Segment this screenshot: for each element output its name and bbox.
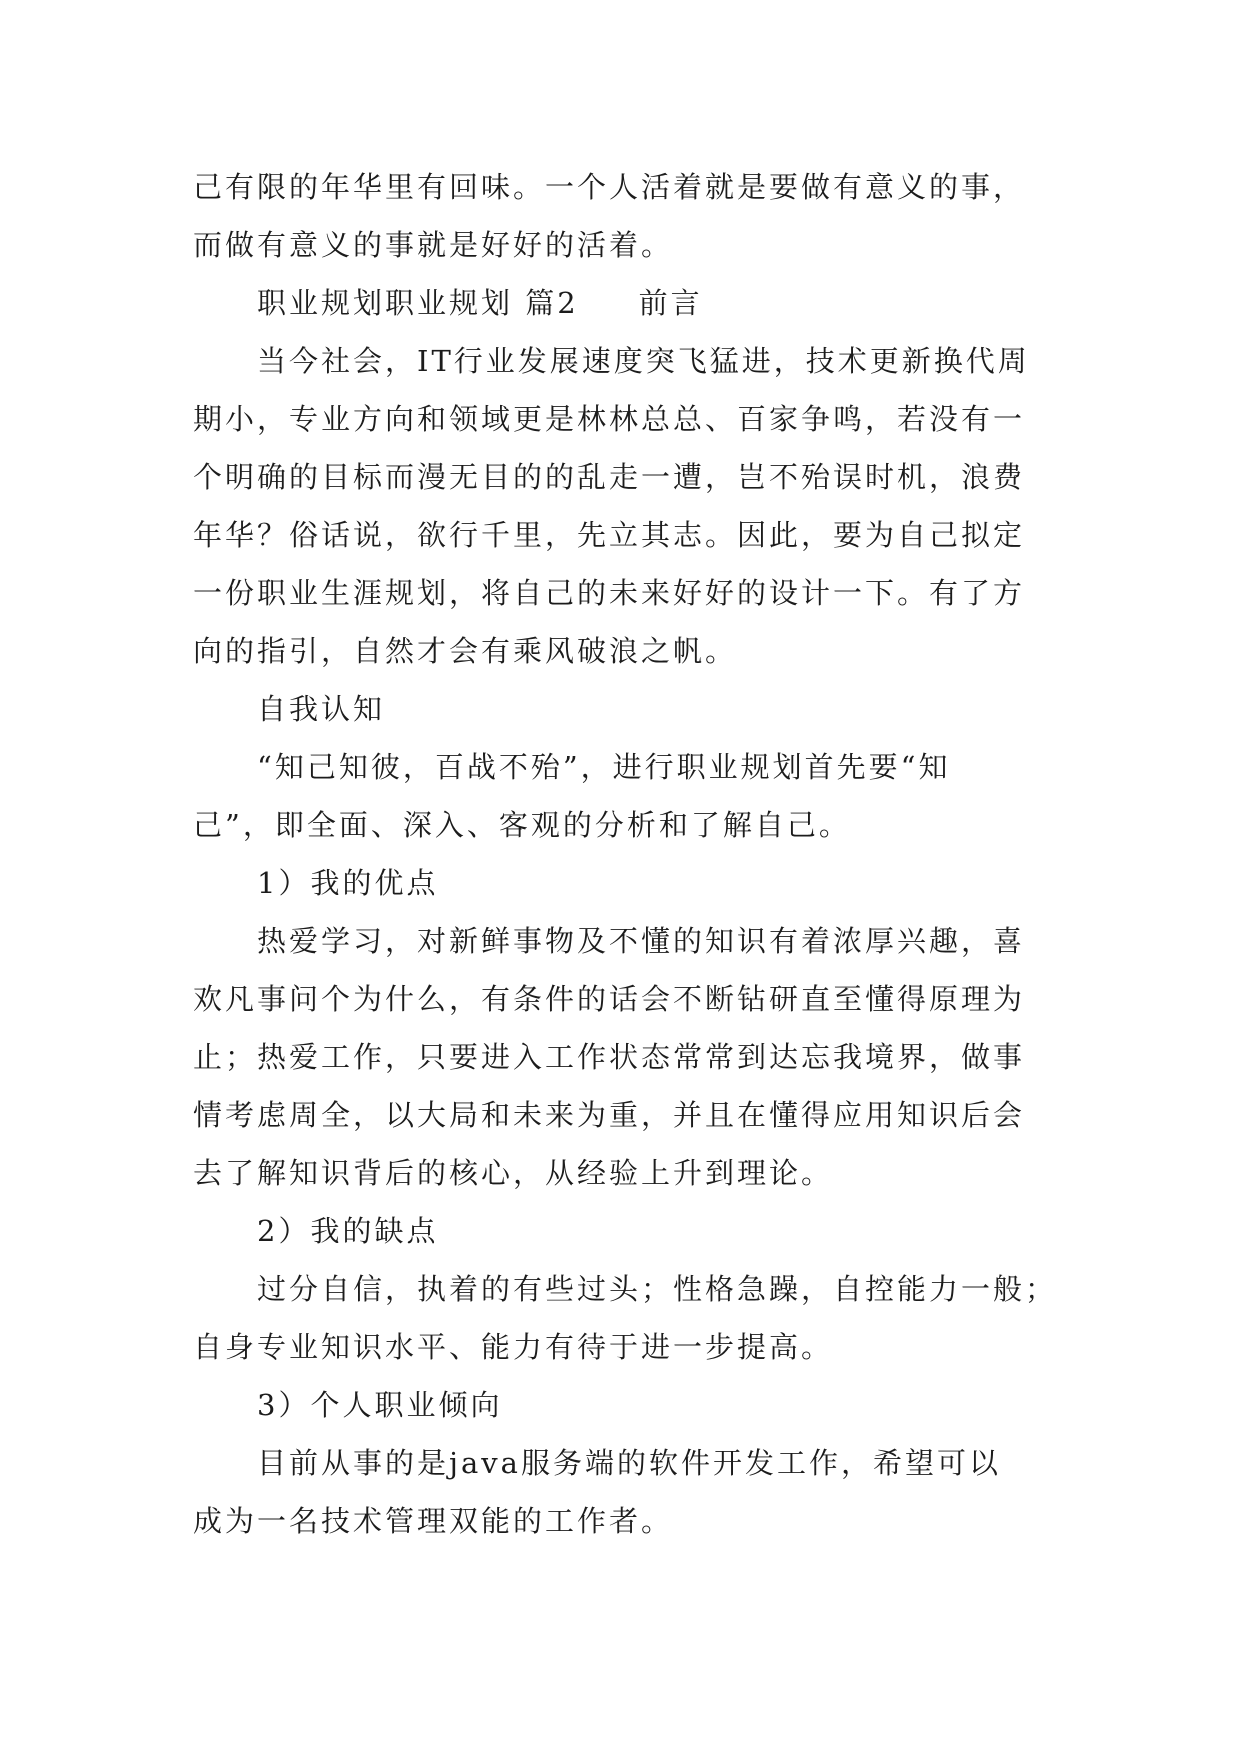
text-line: 热爱学习，对新鲜事物及不懂的知识有着浓厚兴趣，喜: [257, 924, 1026, 958]
text-line: 自身专业知识水平、能力有待于进一步提高。: [193, 1330, 834, 1364]
text-line: 目前从事的是java服务端的软件开发工作，希望可以: [257, 1446, 1001, 1480]
document-body: [193, 158, 1058, 1550]
subsection-title: 自我认知: [257, 692, 386, 726]
text-line: 过分自信，执着的有些过头；性格急躁，自控能力一般；: [257, 1272, 1058, 1306]
text-line: 去了解知识背后的核心，从经验上升到理论。: [193, 1156, 834, 1190]
text-line: 成为一名技术管理双能的工作者。: [193, 1504, 674, 1538]
section-title: 职业规划职业规划 篇2: [257, 286, 579, 320]
list-heading: 2）我的缺点: [257, 1214, 439, 1248]
text-line: 期小，专业方向和领域更是林林总总、百家争鸣，若没有一: [193, 402, 1026, 436]
text-line: 个明确的目标而漫无目的的乱走一遭，岂不殆误时机，浪费: [193, 460, 1026, 494]
text-line: 年华？俗话说，欲行千里，先立其志。因此，要为自己拟定: [193, 518, 1026, 552]
list-heading: 3）个人职业倾向: [257, 1388, 503, 1422]
subsection-title: 前言: [638, 286, 703, 320]
text-line: 当今社会，IT行业发展速度突飞猛进，技术更新换代周: [257, 344, 1030, 378]
text-line: 止；热爱工作，只要进入工作状态常常到达忘我境界，做事: [193, 1040, 1026, 1074]
text-line: 己有限的年华里有回味。一个人活着就是要做有意义的事，: [193, 170, 1026, 204]
text-line: “知己知彼，百战不殆”，进行职业规划首先要“知: [257, 750, 951, 784]
text-line: 己”，即全面、深入、客观的分析和了解自己。: [193, 808, 851, 842]
text-line: 一份职业生涯规划，将自己的未来好好的设计一下。有了方: [193, 576, 1026, 610]
text-line: 而做有意义的事就是好好的活着。: [193, 228, 674, 262]
text-line: 欢凡事问个为什么，有条件的话会不断钻研直至懂得原理为: [193, 982, 1026, 1016]
text-line: 向的指引，自然才会有乘风破浪之帆。: [193, 634, 738, 668]
list-heading: 1）我的优点: [257, 866, 439, 900]
text-line: 情考虑周全，以大局和未来为重，并且在懂得应用知识后会: [193, 1098, 1026, 1132]
section-heading-line: [193, 274, 1049, 332]
